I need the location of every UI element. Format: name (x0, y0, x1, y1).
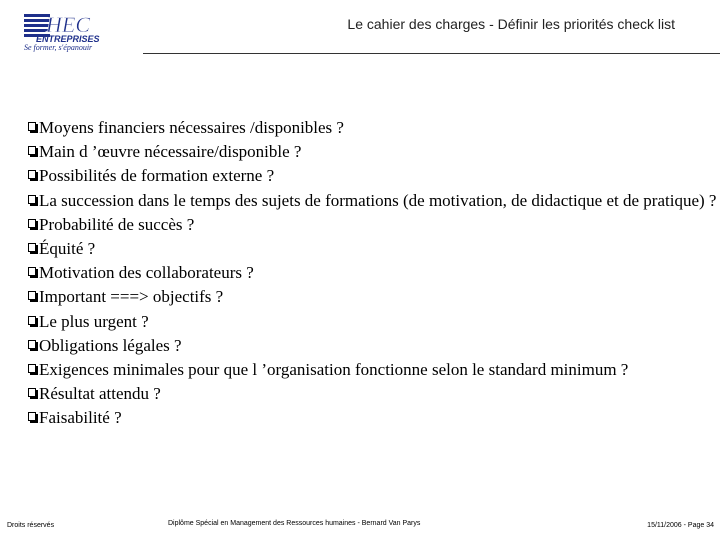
checklist-item: Équité ? (28, 237, 718, 261)
logo-tagline: Se former, s'épanouir (24, 43, 93, 52)
checkbox-bullet-icon (28, 195, 36, 204)
checklist-item: Exigences minimales pour que l ’organisation fonctionne selon le standard minimum ? (28, 358, 718, 382)
checkbox-bullet-icon (28, 219, 36, 228)
footer-course: Diplôme Spécial en Management des Ressources humaines - Bernard Van Parys (168, 520, 421, 527)
checklist-item: Moyens financiers nécessaires /disponibles ? (28, 116, 718, 140)
checkbox-bullet-icon (28, 146, 36, 155)
checkbox-bullet-icon (28, 388, 36, 397)
checklist-item: Le plus urgent ? (28, 310, 718, 334)
slide-footer (0, 518, 720, 534)
checkbox-bullet-icon (28, 243, 36, 252)
footer-date-page: 15/11/2006 - Page 34 (647, 522, 714, 529)
checklist-item: Faisabilité ? (28, 406, 718, 430)
checkbox-bullet-icon (28, 364, 36, 373)
logo-brand-bottom: ENTREPRISES (36, 34, 100, 44)
logo-brand-top: HEC (46, 12, 90, 37)
priorities-checklist (28, 116, 718, 431)
checklist-item: Main d ’œuvre nécessaire/disponible ? (28, 140, 718, 164)
header-divider (143, 53, 720, 54)
checklist-item: La succession dans le temps des sujets de formations (de motivation, de didactique et de pratique) ? (28, 189, 718, 213)
checkbox-bullet-icon (28, 316, 36, 325)
checkbox-bullet-icon (28, 291, 36, 300)
footer-rights: Droits réservés (7, 522, 55, 529)
checklist-item: Important ===> objectifs ? (28, 285, 718, 309)
checklist-item: Probabilité de succès ? (28, 213, 718, 237)
checkbox-bullet-icon (28, 267, 36, 276)
slide-title: Le cahier des charges - Définir les priorités check list (347, 16, 675, 32)
checkbox-bullet-icon (28, 340, 36, 349)
checkbox-bullet-icon (28, 412, 36, 421)
checklist-item: Motivation des collaborateurs ? (28, 261, 718, 285)
checklist-item: Possibilités de formation externe ? (28, 164, 718, 188)
hec-entreprises-logo (22, 12, 142, 52)
checkbox-bullet-icon (28, 122, 36, 131)
checklist-item: Résultat attendu ? (28, 382, 718, 406)
checklist-item: Obligations légales ? (28, 334, 718, 358)
checkbox-bullet-icon (28, 170, 36, 179)
